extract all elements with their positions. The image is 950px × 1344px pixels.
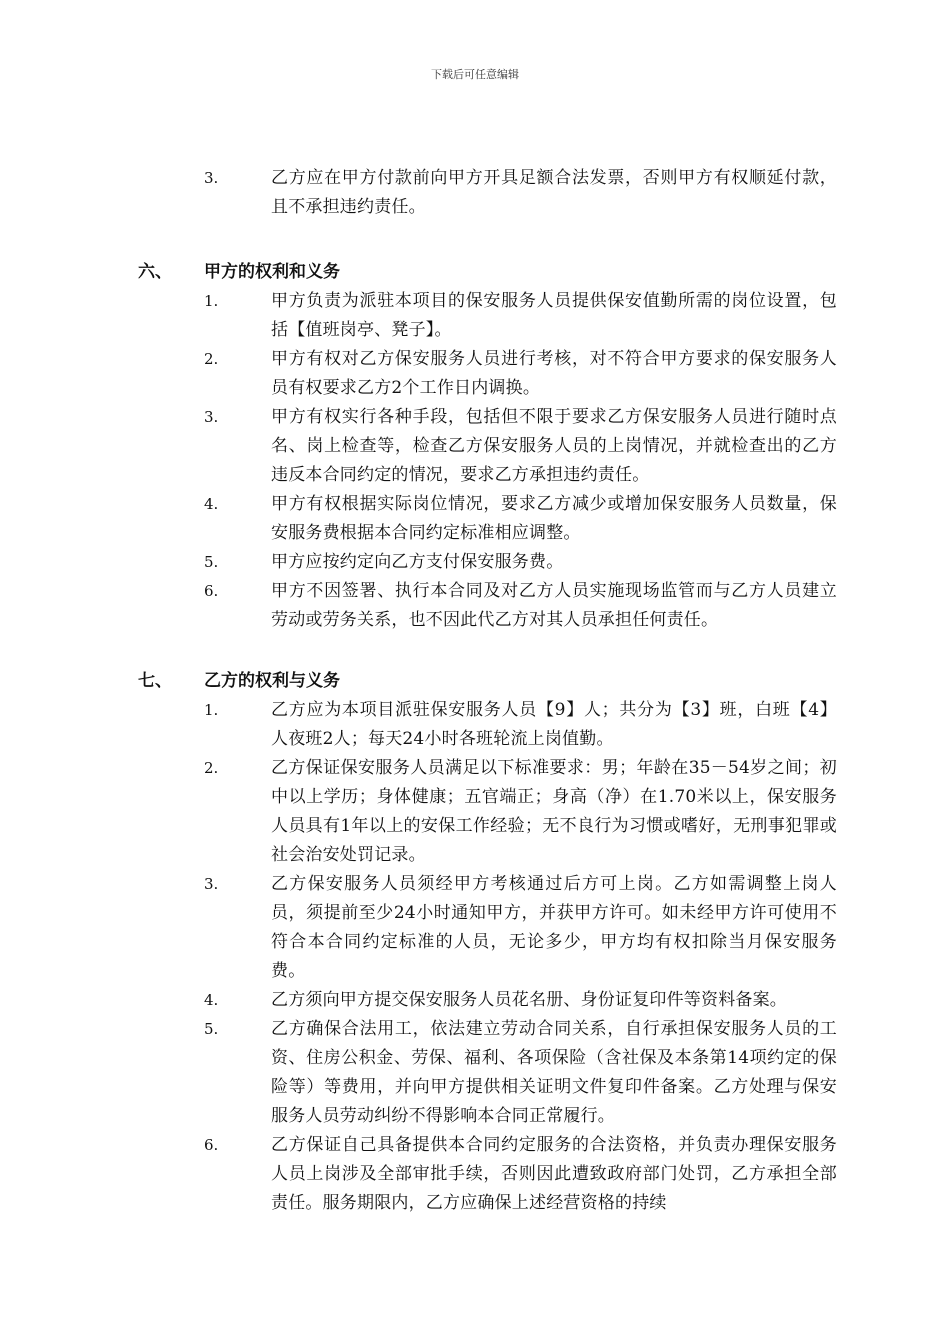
item-text: 甲方不因签署、执行本合同及对乙方人员实施现场监管而与乙方人员建立劳动或劳务关系，也不因此代乙方对其人员承担任何责任。 [271, 581, 837, 630]
item-number: 3. [204, 875, 219, 893]
item-text: 乙方须向甲方提交保安服务人员花名册、身份证复印件等资料备案。 [271, 990, 787, 1010]
list-item [0, 696, 950, 754]
item-number: 4. [204, 495, 219, 513]
list-item [0, 287, 950, 345]
item-number: 4. [204, 991, 219, 1009]
item-number: 5. [204, 1020, 219, 1038]
list-item [0, 1015, 950, 1131]
item-text: 乙方保安服务人员须经甲方考核通过后方可上岗。乙方如需调整上岗人员，须提前至少24小时通知甲方，并获甲方许可。如未经甲方许可使用不符合本合同约定标准的人员，无论多少，甲方均有权扣除当月保安服务费。 [271, 874, 837, 981]
section-6-heading [0, 258, 950, 287]
item-number: 6. [204, 1136, 219, 1154]
section-number: 七、 [138, 671, 172, 691]
item-number: 1. [204, 701, 219, 719]
item-number: 3. [204, 408, 219, 426]
page-header: 下载后可任意编辑 [431, 68, 519, 81]
list-item [0, 403, 950, 490]
list-item [0, 490, 950, 548]
item-text: 甲方应按约定向乙方支付保安服务费。 [271, 552, 564, 572]
section-6-list [0, 287, 950, 635]
list-item [0, 754, 950, 870]
item-text: 乙方保证自己具备提供本合同约定服务的合法资格，并负责办理保安服务人员上岗涉及全部审批手续，否则因此遭致政府部门处罚，乙方承担全部责任。服务期限内，乙方应确保上述经营资格的持续 [271, 1135, 837, 1213]
item-number: 2. [204, 759, 219, 777]
item-number: 1. [204, 292, 219, 310]
top-list [0, 164, 950, 222]
section-7-list [0, 696, 950, 1218]
item-number: 6. [204, 582, 219, 600]
section-number: 六、 [138, 262, 172, 282]
item-text: 甲方有权实行各种手段，包括但不限于要求乙方保安服务人员进行随时点名、岗上检查等，检查乙方保安服务人员的上岗情况，并就检查出的乙方违反本合同约定的情况，要求乙方承担违约责任。 [271, 407, 837, 485]
item-number: 3. [204, 169, 219, 187]
list-item [0, 986, 950, 1015]
item-text: 乙方应在甲方付款前向甲方开具足额合法发票，否则甲方有权顺延付款，且不承担违约责任。 [271, 168, 837, 217]
item-text: 乙方确保合法用工，依法建立劳动合同关系，自行承担保安服务人员的工资、住房公积金、劳保、福利、各项保险（含社保及本条第14项约定的保险等）等费用，并向甲方提供相关证明文件复印件备案。乙方处理与保安服务人员劳动纠纷不得影响本合同正常履行。 [271, 1019, 837, 1126]
list-item [0, 1131, 950, 1218]
list-item [0, 577, 950, 635]
list-item [0, 164, 950, 222]
item-number: 5. [204, 553, 219, 571]
item-text: 乙方保证保安服务人员满足以下标准要求：男；年龄在35－54岁之间；初中以上学历；身体健康；五官端正；身高（净）在1.70米以上，保安服务人员具有1年以上的安保工作经验；无不良行为习惯或嗜好，无刑事犯罪或社会治安处罚记录。 [271, 758, 837, 865]
item-text: 乙方应为本项目派驻保安服务人员【9】人；共分为【3】班，白班【4】人夜班2人；每天24小时各班轮流上岗值勤。 [271, 700, 837, 749]
list-item [0, 345, 950, 403]
item-text: 甲方有权根据实际岗位情况，要求乙方减少或增加保安服务人员数量，保安服务费根据本合同约定标准相应调整。 [271, 494, 837, 543]
list-item [0, 548, 950, 577]
item-text: 甲方负责为派驻本项目的保安服务人员提供保安值勤所需的岗位设置，包括【值班岗亭、凳子】。 [271, 291, 837, 340]
item-text: 甲方有权对乙方保安服务人员进行考核，对不符合甲方要求的保安服务人员有权要求乙方2个工作日内调换。 [271, 349, 837, 398]
item-number: 2. [204, 350, 219, 368]
list-item [0, 870, 950, 986]
section-7-heading [0, 667, 950, 696]
section-title: 乙方的权利与义务 [204, 671, 340, 691]
section-title: 甲方的权利和义务 [204, 262, 340, 282]
